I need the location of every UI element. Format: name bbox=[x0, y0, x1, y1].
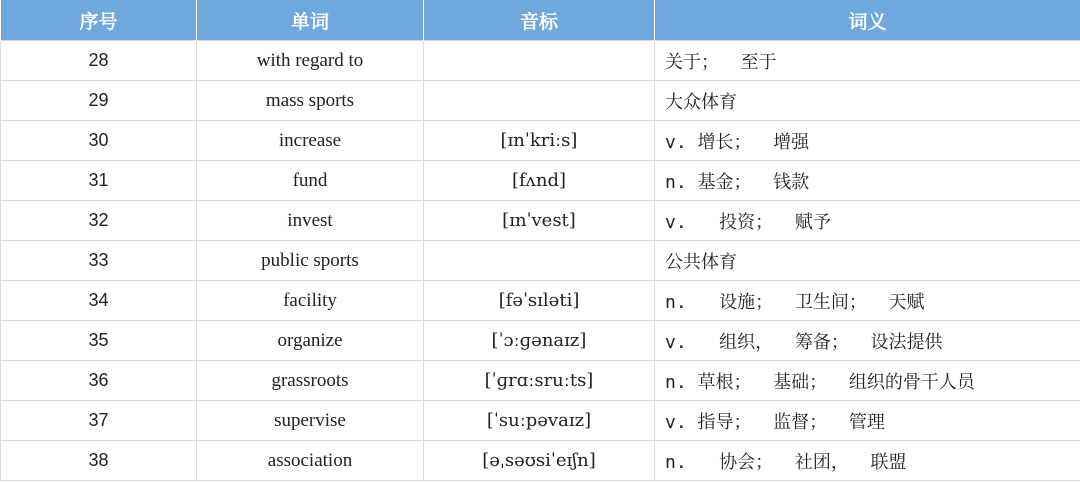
row-meaning: 关于； 至于 bbox=[655, 41, 1080, 81]
row-number: 37 bbox=[1, 401, 197, 441]
table-row bbox=[1, 41, 1080, 81]
row-meaning: n. 协会； 社团， 联盟 bbox=[655, 441, 1080, 481]
row-phonetic: [fʌnd] bbox=[424, 161, 655, 201]
row-number: 34 bbox=[1, 281, 197, 321]
row-word: public sports bbox=[197, 241, 424, 281]
table-row bbox=[1, 81, 1080, 121]
table-row bbox=[1, 441, 1080, 481]
column-header-word: 单词 bbox=[197, 0, 424, 41]
row-number: 31 bbox=[1, 161, 197, 201]
row-meaning: n. 基金； 钱款 bbox=[655, 161, 1080, 201]
column-header-meaning: 词义 bbox=[655, 0, 1080, 41]
row-word: facility bbox=[197, 281, 424, 321]
row-phonetic: [ˈɡrɑːsruːts] bbox=[424, 361, 655, 401]
column-header-number: 序号 bbox=[1, 0, 197, 41]
row-word: grassroots bbox=[197, 361, 424, 401]
row-phonetic bbox=[424, 81, 655, 121]
row-meaning: n. 草根； 基础； 组织的骨干人员 bbox=[655, 361, 1080, 401]
table-row bbox=[1, 201, 1080, 241]
table-row bbox=[1, 121, 1080, 161]
row-word: with regard to bbox=[197, 41, 424, 81]
row-meaning: v. 增长； 增强 bbox=[655, 121, 1080, 161]
row-phonetic: [ɪnˈvest] bbox=[424, 201, 655, 241]
row-meaning: v. 投资； 赋予 bbox=[655, 201, 1080, 241]
row-meaning: v. 组织， 筹备； 设法提供 bbox=[655, 321, 1080, 361]
row-number: 35 bbox=[1, 321, 197, 361]
table-row bbox=[1, 241, 1080, 281]
row-phonetic: [fəˈsɪləti] bbox=[424, 281, 655, 321]
table-row bbox=[1, 321, 1080, 361]
column-header-phonetic: 音标 bbox=[424, 0, 655, 41]
row-meaning: n. 设施； 卫生间； 天赋 bbox=[655, 281, 1080, 321]
table-row bbox=[1, 361, 1080, 401]
table-row bbox=[1, 161, 1080, 201]
row-number: 28 bbox=[1, 41, 197, 81]
row-number: 33 bbox=[1, 241, 197, 281]
row-number: 38 bbox=[1, 441, 197, 481]
row-phonetic bbox=[424, 241, 655, 281]
row-number: 32 bbox=[1, 201, 197, 241]
table-header-row bbox=[1, 0, 1080, 41]
row-word: association bbox=[197, 441, 424, 481]
row-phonetic: [ɪnˈkriːs] bbox=[424, 121, 655, 161]
row-word: organize bbox=[197, 321, 424, 361]
row-word: invest bbox=[197, 201, 424, 241]
row-meaning: 公共体育 bbox=[655, 241, 1080, 281]
row-meaning: 大众体育 bbox=[655, 81, 1080, 121]
row-meaning: v. 指导； 监督； 管理 bbox=[655, 401, 1080, 441]
row-word: increase bbox=[197, 121, 424, 161]
row-word: supervise bbox=[197, 401, 424, 441]
row-word: mass sports bbox=[197, 81, 424, 121]
row-number: 29 bbox=[1, 81, 197, 121]
row-number: 30 bbox=[1, 121, 197, 161]
row-phonetic: [ˈɔːɡənaɪz] bbox=[424, 321, 655, 361]
row-phonetic bbox=[424, 41, 655, 81]
row-number: 36 bbox=[1, 361, 197, 401]
row-word: fund bbox=[197, 161, 424, 201]
table-row bbox=[1, 401, 1080, 441]
row-phonetic: [ˈsuːpəvaɪz] bbox=[424, 401, 655, 441]
table-row bbox=[1, 281, 1080, 321]
row-phonetic: [əˌsəʊsiˈeɪʃn] bbox=[424, 441, 655, 481]
